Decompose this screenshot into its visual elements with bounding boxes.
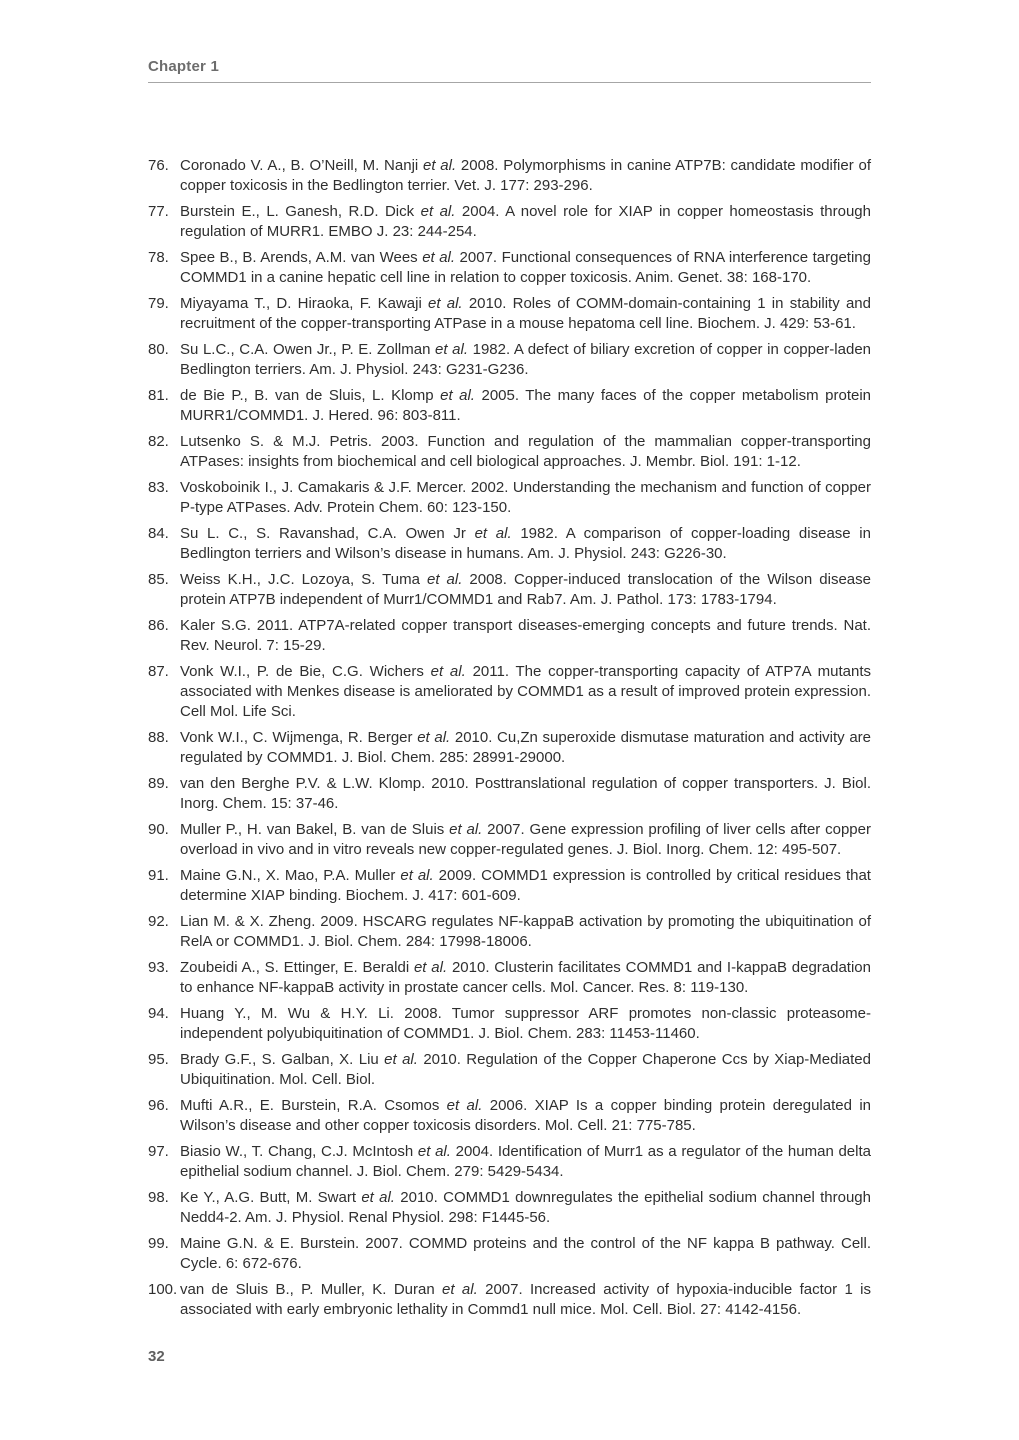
reference-text: Ke Y., A.G. Butt, M. Swart et al. 2010. COMMD1 downregulates the epithelial sodium channel through Nedd4-2. Am. J. Physiol. Renal Physiol. 298: F1445-56.	[180, 1189, 871, 1226]
reference-item	[148, 1142, 871, 1182]
reference-number: 87.	[148, 663, 169, 680]
reference-text: Voskoboinik I., J. Camakaris & J.F. Mercer. 2002. Understanding the mechanism and function of copper P-type ATPases. Adv. Protein Chem. 60: 123-150.	[180, 479, 871, 516]
reference-item	[148, 958, 871, 998]
reference-item	[148, 294, 871, 334]
reference-item	[148, 1280, 871, 1320]
reference-text: Su L.C., C.A. Owen Jr., P. E. Zollman et al. 1982. A defect of biliary excretion of copper in copper-laden Bedlington terriers. Am. J. Physiol. 243: G231-G236.	[180, 341, 872, 378]
reference-text: Maine G.N., X. Mao, P.A. Muller et al. 2009. COMMD1 expression is controlled by critical residues that determine XIAP binding. Biochem. J. 417: 601-609.	[180, 867, 871, 904]
reference-number: 78.	[148, 249, 169, 266]
reference-text: Spee B., B. Arends, A.M. van Wees et al. 2007. Functional consequences of RNA interference targeting COMMD1 in a canine hepatic cell line in relation to copper toxicosis. Anim. Genet. 38: 168-170.	[180, 249, 871, 286]
reference-item	[148, 820, 871, 860]
reference-text: Su L. C., S. Ravanshad, C.A. Owen Jr et al. 1982. A comparison of copper-loading disease in Bedlington terriers and Wilson’s disease in humans. Am. J. Physiol. 243: G226-30.	[180, 525, 871, 562]
reference-number: 90.	[148, 821, 169, 838]
reference-text: Weiss K.H., J.C. Lozoya, S. Tuma et al. 2008. Copper-induced translocation of the Wilson disease protein ATP7B independent of Murr1/COMMD1 and Rab7. Am. J. Pathol. 173: 1783-1794.	[180, 571, 871, 608]
reference-text: Miyayama T., D. Hiraoka, F. Kawaji et al. 2010. Roles of COMM-domain-containing 1 in stability and recruitment of the copper-transporting ATPase in a mouse hepatoma cell line. Biochem. J. 429: 53-61.	[180, 295, 871, 332]
reference-number: 100.	[148, 1281, 178, 1298]
reference-item	[148, 912, 871, 952]
reference-text: Brady G.F., S. Galban, X. Liu et al. 2010. Regulation of the Copper Chaperone Ccs by Xiap-Mediated Ubiquitination. Mol. Cell. Biol.	[180, 1051, 871, 1088]
reference-number: 81.	[148, 387, 169, 404]
reference-text: Coronado V. A., B. O’Neill, M. Nanji et al. 2008. Polymorphisms in canine ATP7B: candidate modifier of copper toxicosis in the Bedlington terrier. Vet. J. 177: 293-296.	[180, 157, 871, 194]
reference-number: 92.	[148, 913, 169, 930]
reference-number: 97.	[148, 1143, 169, 1160]
reference-number: 76.	[148, 157, 169, 174]
chapter-title: Chapter 1	[148, 58, 871, 83]
page-number: 32	[148, 1348, 165, 1365]
reference-item	[148, 616, 871, 656]
reference-text: de Bie P., B. van de Sluis, L. Klomp et al. 2005. The many faces of the copper metabolism protein MURR1/COMMD1. J. Hered. 96: 803-811.	[180, 387, 871, 424]
reference-item	[148, 340, 871, 380]
reference-item	[148, 478, 871, 518]
reference-number: 95.	[148, 1051, 169, 1068]
reference-number: 80.	[148, 341, 169, 358]
reference-number: 96.	[148, 1097, 169, 1114]
reference-item	[148, 1188, 871, 1228]
reference-number: 82.	[148, 433, 169, 450]
reference-item	[148, 1096, 871, 1136]
reference-number: 88.	[148, 729, 169, 746]
reference-item	[148, 1004, 871, 1044]
reference-text: Zoubeidi A., S. Ettinger, E. Beraldi et al. 2010. Clusterin facilitates COMMD1 and I-kappaB degradation to enhance NF-kappaB activity in prostate cancer cells. Mol. Cancer. Res. 8: 119-130.	[180, 959, 871, 996]
reference-item	[148, 774, 871, 814]
reference-item	[148, 386, 871, 426]
reference-text: Maine G.N. & E. Burstein. 2007. COMMD proteins and the control of the NF kappa B pathway. Cell. Cycle. 6: 672-676.	[180, 1235, 871, 1272]
reference-number: 85.	[148, 571, 169, 588]
reference-number: 89.	[148, 775, 169, 792]
reference-number: 86.	[148, 617, 169, 634]
reference-item	[148, 524, 871, 564]
reference-number: 83.	[148, 479, 169, 496]
reference-number: 94.	[148, 1005, 169, 1022]
reference-item	[148, 432, 871, 472]
reference-item	[148, 248, 871, 288]
reference-text: Huang Y., M. Wu & H.Y. Li. 2008. Tumor suppressor ARF promotes non-classic proteasome-independent polyubiquitination of COMMD1. J. Biol. Chem. 283: 11453-11460.	[180, 1005, 871, 1042]
reference-item	[148, 156, 871, 196]
reference-text: Lian M. & X. Zheng. 2009. HSCARG regulates NF-kappaB activation by promoting the ubiquitination of RelA or COMMD1. J. Biol. Chem. 284: 17998-18006.	[180, 913, 871, 950]
reference-number: 79.	[148, 295, 169, 312]
reference-text: Muller P., H. van Bakel, B. van de Sluis et al. 2007. Gene expression profiling of liver cells after copper overload in vivo and in vitro reveals new copper-regulated genes. J. Biol. Inorg. Chem. 12: 495-507.	[180, 821, 871, 858]
reference-text: Lutsenko S. & M.J. Petris. 2003. Function and regulation of the mammalian copper-transporting ATPases: insights from biochemical and cell biological approaches. J. Membr. Biol. 191: 1-12.	[180, 433, 871, 470]
reference-text: Kaler S.G. 2011. ATP7A-related copper transport diseases-emerging concepts and future trends. Nat. Rev. Neurol. 7: 15-29.	[180, 617, 871, 654]
reference-item	[148, 570, 871, 610]
reference-list	[148, 156, 871, 1326]
reference-number: 91.	[148, 867, 169, 884]
reference-text: Biasio W., T. Chang, C.J. McIntosh et al. 2004. Identification of Murr1 as a regulator of the human delta epithelial sodium channel. J. Biol. Chem. 279: 5429-5434.	[180, 1143, 871, 1180]
reference-number: 99.	[148, 1235, 169, 1252]
reference-text: Burstein E., L. Ganesh, R.D. Dick et al. 2004. A novel role for XIAP in copper homeostasis through regulation of MURR1. EMBO J. 23: 244-254.	[180, 203, 871, 240]
reference-text: van den Berghe P.V. & L.W. Klomp. 2010. Posttranslational regulation of copper transporters. J. Biol. Inorg. Chem. 15: 37-46.	[180, 775, 871, 812]
reference-item	[148, 202, 871, 242]
reference-item	[148, 728, 871, 768]
reference-text: Vonk W.I., P. de Bie, C.G. Wichers et al. 2011. The copper-transporting capacity of ATP7A mutants associated with Menkes disease is ameliorated by COMMD1 as a result of improved protein expression. Cell Mol. Life Sci.	[180, 663, 871, 720]
reference-text: Vonk W.I., C. Wijmenga, R. Berger et al. 2010. Cu,Zn superoxide dismutase maturation and activity are regulated by COMMD1. J. Biol. Chem. 285: 28991-29000.	[180, 729, 871, 766]
reference-item	[148, 662, 871, 722]
reference-item	[148, 1234, 871, 1274]
reference-number: 98.	[148, 1189, 169, 1206]
reference-item	[148, 1050, 871, 1090]
reference-number: 93.	[148, 959, 169, 976]
reference-text: Mufti A.R., E. Burstein, R.A. Csomos et al. 2006. XIAP Is a copper binding protein deregulated in Wilson’s disease and other copper toxicosis disorders. Mol. Cell. 21: 775-785.	[180, 1097, 871, 1134]
reference-number: 77.	[148, 203, 169, 220]
reference-item	[148, 866, 871, 906]
reference-text: van de Sluis B., P. Muller, K. Duran et al. 2007. Increased activity of hypoxia-inducible factor 1 is associated with early embryonic lethality in Commd1 null mice. Mol. Cell. Biol. 27: 4142-4156.	[180, 1281, 871, 1318]
reference-number: 84.	[148, 525, 169, 542]
